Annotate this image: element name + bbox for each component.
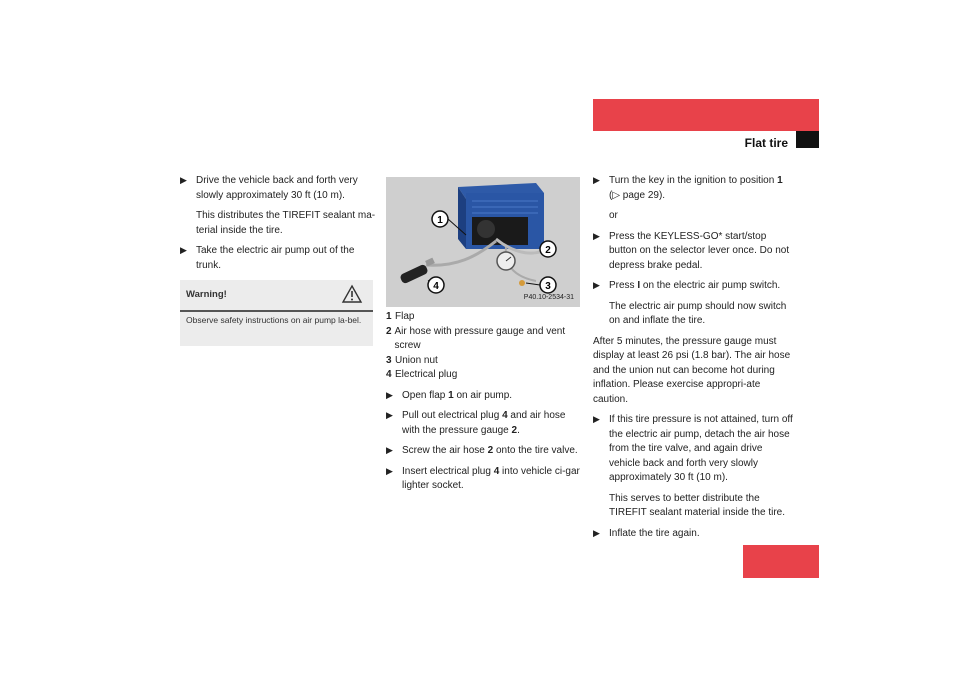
- instruction-bullet: ▶ If this tire pressure is not attained, turn off the electric air pump, detach the air hose from the tire valve, and again drive vehicle back and forth very slowly approximately 30 ft (10 m).: [593, 414, 793, 483]
- bullet-arrow-icon: ▶: [180, 175, 187, 185]
- header-marker: [796, 131, 819, 148]
- warning-text: Observe safety instructions on air pump la-bel.: [186, 315, 362, 325]
- instruction-note: This distributes the TIREFIT sealant ma-terial inside the tire.: [196, 210, 376, 236]
- legend-item: 4 Electrical plug: [386, 369, 458, 380]
- instruction-bullet: ▶ Insert electrical plug 4 into vehicle ci-gar lighter socket.: [386, 465, 580, 491]
- body-paragraph: After 5 minutes, the pressure gauge must display at least 26 psi (1.8 bar). The air hose and the union nut can become hot during inflation. Please exercise appropri-ate caution.: [593, 335, 791, 405]
- warning-box: [180, 280, 373, 346]
- page-number: 305: [907, 550, 928, 564]
- callout-1-label: 1: [437, 215, 443, 226]
- warning-triangle-icon: [341, 284, 363, 304]
- legend-item: 2 Air hose with pressure gauge and vent screw: [386, 325, 566, 351]
- warning-title: Warning!: [186, 289, 227, 300]
- bullet-arrow-icon: ▶: [593, 280, 600, 290]
- figure-legend: [386, 310, 582, 383]
- bullet-arrow-icon: ▶: [180, 245, 187, 255]
- bullet-arrow-icon: ▶: [593, 414, 600, 424]
- instruction-note: The electric air pump should now switch on and inflate the tire.: [609, 300, 787, 326]
- legend-item: 3 Union nut: [386, 354, 438, 366]
- instruction-bullet: ▶ Drive the vehicle back and forth very slowly approximately 30 ft (10 m).: [180, 175, 358, 201]
- figure-code: P40.10-2534-31: [523, 293, 574, 301]
- bullet-arrow-icon: ▶: [386, 445, 393, 455]
- subsection-title: Flat tire: [744, 136, 788, 150]
- bullet-arrow-icon: ▶: [593, 230, 600, 241]
- section-title: Practical hints: [845, 114, 928, 128]
- column-middle: [386, 310, 582, 500]
- instruction-bullet: ▶ Turn the key in the ignition to position 1 (▷ page 29).: [593, 175, 783, 201]
- or-separator: or: [609, 210, 618, 221]
- instruction-bullet: ▶ Press the KEYLESS-GO* start/stop button on the selector lever once. Do not depress brake pedal.: [593, 230, 790, 271]
- air-pump-figure: [386, 177, 580, 307]
- legend-item: 1 Flap: [386, 311, 415, 322]
- bullet-arrow-icon: ▶: [386, 389, 393, 400]
- air-pump-illustration: [386, 177, 580, 307]
- callout-3-label: 3: [545, 281, 551, 292]
- instruction-note: This serves to better distribute the TIREFIT sealant material inside the tire.: [609, 492, 785, 518]
- header-banner: [593, 99, 819, 131]
- page-number-box: [743, 545, 819, 578]
- instruction-bullet: ▶ Screw the air hose 2 onto the tire valve.: [386, 445, 578, 456]
- bullet-arrow-icon: ▶: [386, 410, 393, 420]
- instruction-bullet: ▶ Take the electric air pump out of the trunk.: [180, 245, 355, 271]
- bullet-arrow-icon: ▶: [386, 465, 393, 476]
- instruction-bullet: ▶ Press I on the electric air pump switch.: [593, 280, 781, 291]
- instruction-bullet: ▶ Inflate the tire again.: [593, 527, 700, 539]
- warning-divider: [180, 310, 373, 312]
- column-left: [180, 174, 380, 279]
- bullet-arrow-icon: ▶: [593, 175, 600, 185]
- bullet-arrow-icon: ▶: [593, 527, 600, 538]
- callout-4-label: 4: [433, 281, 439, 292]
- column-right: [593, 174, 793, 547]
- instruction-bullet: ▶ Pull out electrical plug 4 and air hose with the pressure gauge 2.: [386, 410, 566, 436]
- instruction-bullet: ▶ Open flap 1 on air pump.: [386, 389, 513, 401]
- callout-2-label: 2: [545, 245, 551, 256]
